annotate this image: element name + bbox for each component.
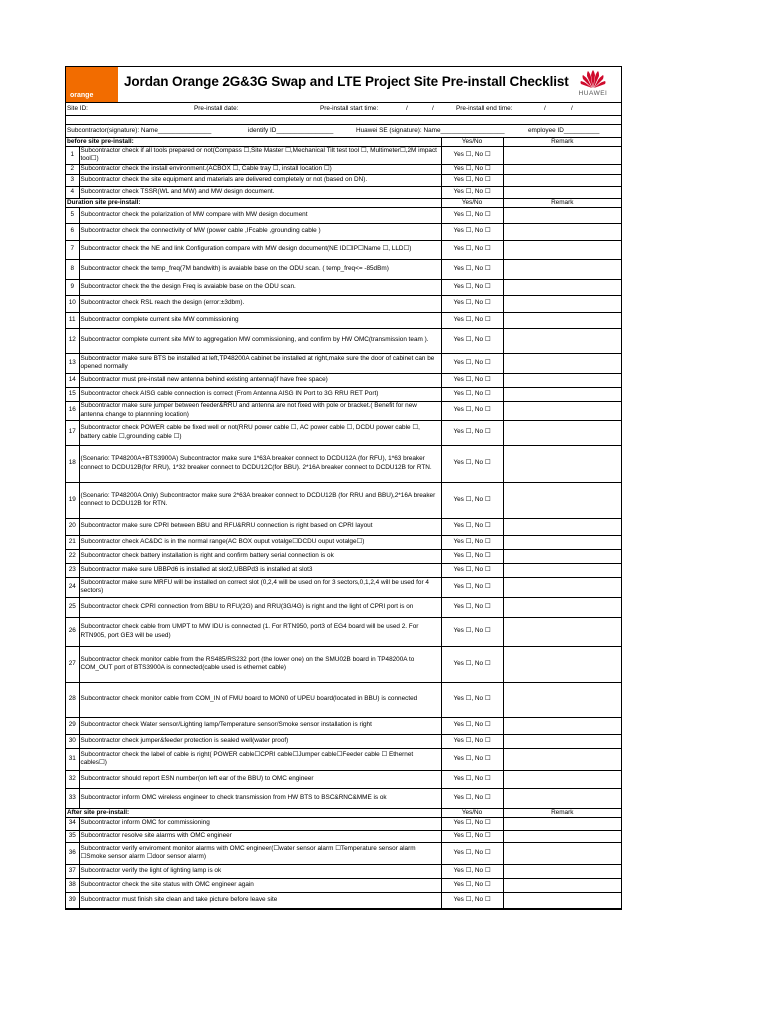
item-description: Subcontractor complete current site MW commissioning: [79, 312, 441, 328]
checklist-row: [66, 186, 621, 198]
remark-cell[interactable]: [503, 518, 621, 535]
checklist-row: [66, 328, 621, 353]
item-number: 29: [66, 717, 79, 734]
item-number: 13: [66, 353, 79, 373]
checklist-row: [66, 482, 621, 518]
document-title: Jordan Orange 2G&3G Swap and LTE Project Site Pre-install Checklist: [124, 74, 569, 89]
remark-cell[interactable]: [503, 535, 621, 549]
identify-id-field: identify ID________________: [248, 127, 334, 134]
item-description: (Scenario: TP48200A+BTS3900A) Subcontractor make sure 1*63A breaker connect to DCDU12A (for RFU), 1*63 breaker connect to DCDU12B(for RRU), 1*32 breaker connect to DCDU12C(for BBU). 2*16A breaker connect to DCDU12B for RTN.: [79, 445, 441, 482]
item-description: Subcontractor verify the light of lighting lamp is ok: [79, 864, 441, 878]
item-number: 3: [66, 174, 79, 186]
item-number: 35: [66, 830, 79, 842]
remark-cell[interactable]: [503, 892, 621, 908]
huawei-se-signature-field: Huawei SE (signature): Name__________________: [356, 127, 505, 134]
item-description: Subcontractor check TSSR(WL and MW) and MW design document.: [79, 186, 441, 198]
item-number: 5: [66, 207, 79, 223]
checklist-row: [66, 682, 621, 717]
remark-cell[interactable]: [503, 549, 621, 563]
yes-no-checkboxes[interactable]: Yes ☐, No ☐: [441, 482, 503, 518]
item-number: 17: [66, 420, 79, 445]
checklist-row: [66, 563, 621, 577]
item-description: Subcontractor check cable from UMPT to MW IDU is connected (1. For RTN950, port3 of EG4 board will be used 2. For RTN905, port GE3 will be used): [79, 617, 441, 646]
checklist-row: [66, 597, 621, 617]
item-number: 21: [66, 535, 79, 549]
checklist-row: [66, 259, 621, 279]
checklist-row: [66, 646, 621, 682]
item-description: Subcontractor make sure MRFU will be installed on correct slot (0,2,4 will be used on for 3 sectors,0,1,2,4 will be used for 4 sectors): [79, 577, 441, 597]
item-description: Subcontractor must pre-install new antenna behind existing antenna(if have free space): [79, 373, 441, 387]
section-title: Duration site pre-install:: [66, 198, 441, 207]
yes-no-checkboxes[interactable]: Yes ☐, No ☐: [441, 240, 503, 259]
item-description: Subcontractor check jumper&feeder protection is sealed well(water proof): [79, 734, 441, 748]
item-description: Subcontractor check the site status with OMC engineer again: [79, 878, 441, 892]
item-description: Subcontractor inform OMC wireless engineer to check transmission from HW BTS to BSC&RNC&MME is ok: [79, 788, 441, 808]
yes-no-checkboxes[interactable]: Yes ☐, No ☐: [441, 207, 503, 223]
document-header: [66, 67, 621, 103]
item-number: 2: [66, 164, 79, 174]
item-description: Subcontractor check monitor cable from the RS485/RS232 port (the lower one) on the SMU02B board in TP48200A to COM_OUT port of BTS3900A is connected(cable used is ethernet cable): [79, 646, 441, 682]
huawei-logo: [571, 69, 615, 100]
site-id-label: Site ID:: [67, 105, 88, 112]
item-description: Subcontractor make sure jumper between feeder&RRU and antenna are not fixed with pole or bracket.( Benefit for new antenna change to plannning location): [79, 401, 441, 420]
checklist-row: [66, 401, 621, 420]
item-description: Subcontractor check the connectivity of MW (power cable ,IFcable ,grounding cable ): [79, 223, 441, 240]
checklist-row: [66, 174, 621, 186]
item-description: Subcontractor inform OMC for commissioning: [79, 817, 441, 830]
subcontractor-signature-field: Subcontractor(signature): Name_______________: [67, 127, 212, 134]
checklist-row: [66, 892, 621, 908]
item-number: 23: [66, 563, 79, 577]
yes-no-checkboxes[interactable]: Yes ☐, No ☐: [441, 373, 503, 387]
remark-cell[interactable]: [503, 770, 621, 788]
start-time-slash-1: /: [406, 105, 408, 112]
checklist-row: [66, 373, 621, 387]
item-description: Subcontractor verify enviroment monitor alarms with OMC engineer(☐water sensor alarm ☐Temperature sensor alarm ☐Smoke sensor alarm ☐door sensor alarm): [79, 842, 441, 864]
item-number: 20: [66, 518, 79, 535]
checklist-row: [66, 312, 621, 328]
checklist-row: [66, 878, 621, 892]
item-number: 10: [66, 295, 79, 312]
remark-cell[interactable]: [503, 312, 621, 328]
item-description: Subcontractor check Water sensor/Lighting lamp/Temperature sensor/Smoke sensor installation is right: [79, 717, 441, 734]
yes-no-checkboxes[interactable]: Yes ☐, No ☐: [441, 259, 503, 279]
checklist-table: [66, 138, 621, 909]
huawei-flower-icon: [580, 69, 606, 89]
checklist-row: [66, 770, 621, 788]
item-number: 7: [66, 240, 79, 259]
item-description: Subcontractor resolve site alarms with OMC engineer: [79, 830, 441, 842]
item-description: Subcontractor make sure UBBPd6 is installed at slot2,UBBPd3 is installed at slot3: [79, 563, 441, 577]
item-number: 11: [66, 312, 79, 328]
checklist-row: [66, 295, 621, 312]
info-row-site: [66, 103, 621, 116]
checklist-row: [66, 748, 621, 770]
yes-no-checkboxes[interactable]: Yes ☐, No ☐: [441, 734, 503, 748]
item-number: 22: [66, 549, 79, 563]
remark-cell[interactable]: [503, 164, 621, 174]
yes-no-checkboxes[interactable]: Yes ☐, No ☐: [441, 864, 503, 878]
yes-no-checkboxes[interactable]: Yes ☐, No ☐: [441, 401, 503, 420]
checklist-row: [66, 353, 621, 373]
yes-no-checkboxes[interactable]: Yes ☐, No ☐: [441, 353, 503, 373]
item-number: 28: [66, 682, 79, 717]
remark-cell[interactable]: [503, 240, 621, 259]
checklist-row: [66, 842, 621, 864]
remark-cell[interactable]: [503, 223, 621, 240]
item-number: 36: [66, 842, 79, 864]
yes-no-checkboxes[interactable]: Yes ☐, No ☐: [441, 617, 503, 646]
orange-logo-text: orange: [70, 92, 94, 99]
item-number: 30: [66, 734, 79, 748]
item-description: Subcontractor make sure BTS be installed at left,TP48200A cabinet be installed at right,make sure the door of cabinet can be opened normally: [79, 353, 441, 373]
remark-cell[interactable]: [503, 682, 621, 717]
item-description: Subcontractor must finish site clean and take picture before leave site: [79, 892, 441, 908]
yes-no-checkboxes[interactable]: Yes ☐, No ☐: [441, 186, 503, 198]
section-header-row: [66, 138, 621, 147]
checklist-row: [66, 535, 621, 549]
item-description: Subcontractor should report ESN number(on left ear of the BBU) to OMC engineer: [79, 770, 441, 788]
yes-no-checkboxes[interactable]: Yes ☐, No ☐: [441, 830, 503, 842]
end-time-label: Pre-install end time:: [456, 105, 513, 112]
remark-cell[interactable]: [503, 788, 621, 808]
yes-no-checkboxes[interactable]: Yes ☐, No ☐: [441, 788, 503, 808]
checklist-row: [66, 164, 621, 174]
checklist-row: [66, 518, 621, 535]
yes-no-checkboxes[interactable]: Yes ☐, No ☐: [441, 682, 503, 717]
info-row-signatures: [66, 125, 621, 138]
remark-cell[interactable]: [503, 401, 621, 420]
remark-cell[interactable]: [503, 842, 621, 864]
remark-cell[interactable]: [503, 817, 621, 830]
yes-no-checkboxes[interactable]: Yes ☐, No ☐: [441, 842, 503, 864]
remark-cell[interactable]: [503, 328, 621, 353]
yes-no-checkboxes[interactable]: Yes ☐, No ☐: [441, 295, 503, 312]
column-header-yes-no: Yes/No: [441, 138, 503, 147]
item-number: 24: [66, 577, 79, 597]
yes-no-checkboxes[interactable]: Yes ☐, No ☐: [441, 147, 503, 165]
orange-logo: [66, 67, 118, 102]
end-time-slash-1: /: [544, 105, 546, 112]
column-header-yes-no: Yes/No: [441, 808, 503, 817]
item-number: 6: [66, 223, 79, 240]
item-number: 12: [66, 328, 79, 353]
yes-no-checkboxes[interactable]: Yes ☐, No ☐: [441, 892, 503, 908]
section-title: After site pre-install:: [66, 808, 441, 817]
yes-no-checkboxes[interactable]: Yes ☐, No ☐: [441, 279, 503, 295]
item-description: Subcontractor check battery installation is right and confirm battery serial connection is ok: [79, 549, 441, 563]
item-description: Subcontractor check the NE and link Configuration compare with MW design document(NE ID☐IP☐Name ☐, LLD☐): [79, 240, 441, 259]
item-description: Subcontractor check monitor cable from COM_IN of FMU board to MON0 of UPEU board(located in BBU) is connected: [79, 682, 441, 717]
checklist-row: [66, 279, 621, 295]
yes-no-checkboxes[interactable]: Yes ☐, No ☐: [441, 420, 503, 445]
yes-no-checkboxes[interactable]: Yes ☐, No ☐: [441, 817, 503, 830]
yes-no-checkboxes[interactable]: Yes ☐, No ☐: [441, 597, 503, 617]
remark-cell[interactable]: [503, 748, 621, 770]
remark-cell[interactable]: [503, 734, 621, 748]
item-number: 25: [66, 597, 79, 617]
remark-cell[interactable]: [503, 174, 621, 186]
yes-no-checkboxes[interactable]: Yes ☐, No ☐: [441, 646, 503, 682]
item-number: 9: [66, 279, 79, 295]
preinstall-date-label: Pre-install date:: [194, 105, 239, 112]
yes-no-checkboxes[interactable]: Yes ☐, No ☐: [441, 223, 503, 240]
checklist-row: [66, 549, 621, 563]
yes-no-checkboxes[interactable]: Yes ☐, No ☐: [441, 312, 503, 328]
checklist-row: [66, 717, 621, 734]
item-description: Subcontractor check the site equipment and materials are delivered completely or not (based on DN).: [79, 174, 441, 186]
item-description: Subcontractor complete current site MW to aggregation MW commissioning, and confirm by HW OMC(transmission team ).: [79, 328, 441, 353]
section-header-row: [66, 198, 621, 207]
yes-no-checkboxes[interactable]: Yes ☐, No ☐: [441, 878, 503, 892]
item-number: 38: [66, 878, 79, 892]
yes-no-checkboxes[interactable]: Yes ☐, No ☐: [441, 535, 503, 549]
item-description: Subcontractor check the polarization of MW compare with MW design document: [79, 207, 441, 223]
item-description: Subcontractor check POWER cable be fixed well or not(RRU power cable ☐, AC power cable ☐, DCDU power cable ☐, battery cable ☐,grounding cable ☐): [79, 420, 441, 445]
remark-cell[interactable]: [503, 878, 621, 892]
item-number: 27: [66, 646, 79, 682]
item-number: 16: [66, 401, 79, 420]
remark-cell[interactable]: [503, 295, 621, 312]
section-title: before site pre-install:: [66, 138, 441, 147]
column-header-yes-no: Yes/No: [441, 198, 503, 207]
remark-cell[interactable]: [503, 186, 621, 198]
section-header-row: [66, 808, 621, 817]
item-number: 19: [66, 482, 79, 518]
checklist-row: [66, 788, 621, 808]
yes-no-checkboxes[interactable]: Yes ☐, No ☐: [441, 518, 503, 535]
checklist-row: [66, 420, 621, 445]
checklist-row: [66, 577, 621, 597]
column-header-remark: Remark: [503, 198, 621, 207]
item-number: 33: [66, 788, 79, 808]
item-description: Subcontractor check the label of cable is right( POWER cable☐CPRI cable☐Jumper cable☐Feeder cable ☐ Ethernet cables☐): [79, 748, 441, 770]
huawei-logo-text: HUAWEI: [578, 90, 608, 97]
checklist-row: [66, 240, 621, 259]
item-description: Subcontractor check CPRI connection from BBU to RFU(2G) and RRU(3G/4G) is right and the light of CPRI port is on: [79, 597, 441, 617]
remark-cell[interactable]: [503, 563, 621, 577]
remark-cell[interactable]: [503, 646, 621, 682]
item-description: Subcontractor check the install environment.(ACBOX ☐, Cable tray ☐, install location ☐): [79, 164, 441, 174]
checklist-row: [66, 445, 621, 482]
item-number: 15: [66, 387, 79, 401]
remark-cell[interactable]: [503, 717, 621, 734]
yes-no-checkboxes[interactable]: Yes ☐, No ☐: [441, 174, 503, 186]
remark-cell[interactable]: [503, 830, 621, 842]
item-number: 14: [66, 373, 79, 387]
yes-no-checkboxes[interactable]: Yes ☐, No ☐: [441, 563, 503, 577]
remark-cell[interactable]: [503, 445, 621, 482]
item-number: 18: [66, 445, 79, 482]
remark-cell[interactable]: [503, 279, 621, 295]
item-description: Subcontractor check AISG cable connection is correct (From Antenna AISG IN Port to 3G RRU RET Port): [79, 387, 441, 401]
item-number: 39: [66, 892, 79, 908]
checklist-row: [66, 864, 621, 878]
remark-cell[interactable]: [503, 597, 621, 617]
remark-cell[interactable]: [503, 617, 621, 646]
yes-no-checkboxes[interactable]: Yes ☐, No ☐: [441, 748, 503, 770]
remark-cell[interactable]: [503, 420, 621, 445]
item-number: 34: [66, 817, 79, 830]
yes-no-checkboxes[interactable]: Yes ☐, No ☐: [441, 717, 503, 734]
remark-cell[interactable]: [503, 864, 621, 878]
yes-no-checkboxes[interactable]: Yes ☐, No ☐: [441, 328, 503, 353]
item-number: 37: [66, 864, 79, 878]
yes-no-checkboxes[interactable]: Yes ☐, No ☐: [441, 770, 503, 788]
checklist-row: [66, 387, 621, 401]
item-description: Subcontractor check RSL reach the design (error:±3dbm).: [79, 295, 441, 312]
remark-cell[interactable]: [503, 259, 621, 279]
yes-no-checkboxes[interactable]: Yes ☐, No ☐: [441, 164, 503, 174]
checklist-row: [66, 734, 621, 748]
item-number: 26: [66, 617, 79, 646]
checklist-row: [66, 147, 621, 165]
end-time-slash-2: /: [571, 105, 573, 112]
checklist-row: [66, 830, 621, 842]
remark-cell[interactable]: [503, 147, 621, 165]
item-number: 4: [66, 186, 79, 198]
item-number: 8: [66, 259, 79, 279]
spacer-row: [66, 116, 621, 125]
remark-cell[interactable]: [503, 353, 621, 373]
item-description: Subcontractor check if all tools prepared or not(Compass ☐,Site Master ☐,Mechanical Tilt test tool ☐, Multimeter☐,2M impact tool☐): [79, 147, 441, 165]
yes-no-checkboxes[interactable]: Yes ☐, No ☐: [441, 577, 503, 597]
item-number: 31: [66, 748, 79, 770]
employee-id-field: employee ID__________: [528, 127, 600, 134]
column-header-remark: Remark: [503, 138, 621, 147]
yes-no-checkboxes[interactable]: Yes ☐, No ☐: [441, 549, 503, 563]
remark-cell[interactable]: [503, 373, 621, 387]
item-description: Subcontractor check AC&DC is in the normal range(AC BOX ouput votalge☐DCDU ouput votalge☐): [79, 535, 441, 549]
item-description: Subcontractor make sure CPRI between BBU and RFU&RRU connection is right based on CPRI layout: [79, 518, 441, 535]
remark-cell[interactable]: [503, 482, 621, 518]
start-time-label: Pre-install start time:: [320, 105, 379, 112]
checklist-row: [66, 207, 621, 223]
remark-cell[interactable]: [503, 577, 621, 597]
item-number: 1: [66, 147, 79, 165]
remark-cell[interactable]: [503, 207, 621, 223]
column-header-remark: Remark: [503, 808, 621, 817]
checklist-row: [66, 617, 621, 646]
checklist-row: [66, 817, 621, 830]
checklist-sheet: [65, 66, 622, 910]
checklist-row: [66, 223, 621, 240]
item-description: (Scenario: TP48200A Only) Subcontractor make sure 2*63A breaker connect to DCDU12B (for RRU and BBU),2*16A breaker connect to DCDU12B for RTN.: [79, 482, 441, 518]
start-time-slash-2: /: [432, 105, 434, 112]
remark-cell[interactable]: [503, 387, 621, 401]
yes-no-checkboxes[interactable]: Yes ☐, No ☐: [441, 445, 503, 482]
item-description: Subcontractor check the temp_freq(7M bandwith) is avaiable base on the ODU scan. ( temp_freq<= -85dBm): [79, 259, 441, 279]
item-description: Subcontractor check the the design Freq is avaiable base on the ODU scan.: [79, 279, 441, 295]
item-number: 32: [66, 770, 79, 788]
yes-no-checkboxes[interactable]: Yes ☐, No ☐: [441, 387, 503, 401]
